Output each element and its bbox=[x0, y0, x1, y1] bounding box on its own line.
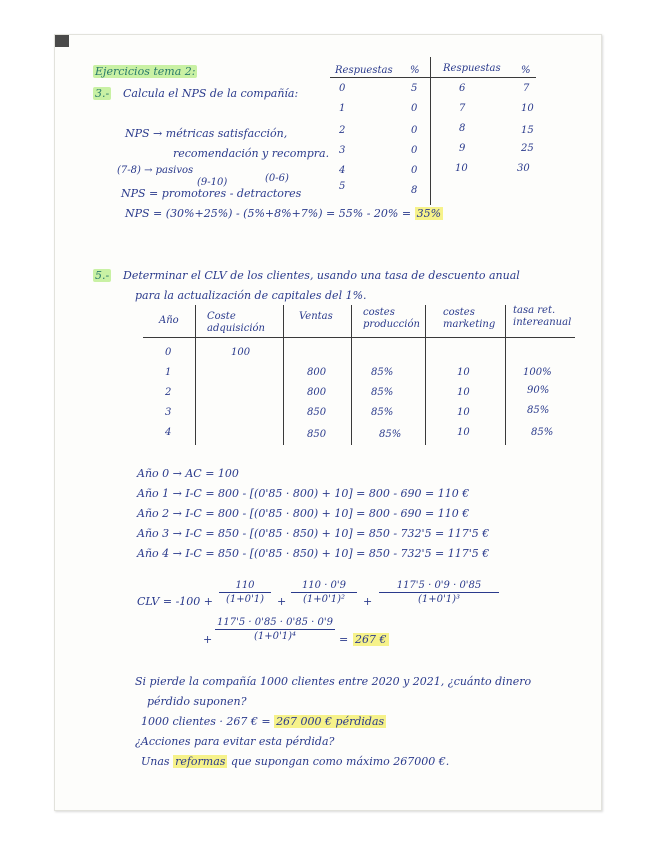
clv-plus: + bbox=[363, 595, 373, 608]
notebook-page bbox=[54, 34, 602, 811]
clv-cell: 85% bbox=[379, 429, 402, 440]
nps-cell: 9 bbox=[459, 143, 466, 154]
nps-note-2: recomendación y recompra. bbox=[173, 147, 330, 160]
nps-cell: 10 bbox=[521, 103, 534, 114]
exercise-number-3: 3.- bbox=[95, 87, 110, 100]
calc-year-1: Año 1 → I-C = 800 - [(0'85 · 800) + 10] = 800 - 690 = 110 € bbox=[137, 487, 470, 500]
clv-table-header: tasa ret. intereanual bbox=[513, 305, 572, 328]
nps-cell: 6 bbox=[459, 83, 466, 94]
nps-cell: 0 bbox=[411, 145, 418, 156]
clv-plus: + bbox=[277, 595, 287, 608]
calc-year-0: Año 0 → AC = 100 bbox=[137, 467, 239, 480]
nps-note-1: NPS → métricas satisfacción, bbox=[125, 127, 288, 140]
nps-note-5: NPS = promotores - detractores bbox=[121, 187, 302, 200]
answer-1-b: 267 000 € pérdidas bbox=[276, 715, 385, 728]
nps-result: 35% bbox=[416, 207, 442, 220]
page-corner-mark bbox=[55, 35, 69, 47]
nps-cell: 5 bbox=[411, 83, 418, 94]
clv-plus: + bbox=[203, 633, 213, 646]
clv-term-4: 117'5 · 0'85 · 0'85 · 0'9 (1+0'1)⁴ bbox=[215, 617, 335, 642]
clv-lhs: CLV = -100 + bbox=[137, 595, 213, 608]
clv-term-2: 110 · 0'9 (1+0'1)² bbox=[291, 580, 357, 605]
answer-2-c: que supongan como máximo 267000 €. bbox=[230, 755, 450, 768]
exercise-5-prompt-1: Determinar el CLV de los clientes, usando una tasa de descuento anual bbox=[123, 269, 520, 282]
clv-cell: 90% bbox=[527, 385, 550, 396]
clv-cell: 850 bbox=[307, 407, 327, 418]
exercise-5-prompt-2: para la actualización de capitales del 1%. bbox=[135, 289, 367, 302]
clv-table-header: Año bbox=[159, 315, 179, 326]
answer-2-a: Unas bbox=[141, 755, 170, 768]
clv-cell: 100 bbox=[231, 347, 251, 358]
clv-equals: = bbox=[339, 633, 349, 646]
question-2: ¿Acciones para evitar esta pérdida? bbox=[135, 735, 335, 748]
question-1-a: Si pierde la compañía 1000 clientes entre 2020 y 2021, ¿cuánto dinero bbox=[135, 675, 532, 688]
nps-cell: 5 bbox=[339, 181, 346, 192]
clv-cell: 85% bbox=[371, 407, 394, 418]
clv-cell: 1 bbox=[165, 367, 172, 378]
question-1-b: pérdido suponen? bbox=[147, 695, 247, 708]
exercise-number-5: 5.- bbox=[95, 269, 110, 282]
nps-cell: 1 bbox=[339, 103, 346, 114]
nps-cell: 4 bbox=[339, 165, 346, 176]
answer-2-b: reformas bbox=[175, 755, 226, 768]
exercise-3-prompt: Calcula el NPS de la compañía: bbox=[123, 87, 299, 100]
nps-cell: 2 bbox=[339, 125, 346, 136]
clv-cell: 850 bbox=[307, 429, 327, 440]
nps-cell: 30 bbox=[517, 163, 530, 174]
nps-cell: 8 bbox=[459, 123, 466, 134]
nps-note-3: (7-8) → pasivos bbox=[117, 165, 194, 176]
nps-cell: 10 bbox=[455, 163, 468, 174]
clv-cell: 10 bbox=[457, 407, 470, 418]
nps-cell: 0 bbox=[411, 125, 418, 136]
clv-table-header: Coste adquisición bbox=[207, 311, 265, 334]
nps-note-4b: (0-6) bbox=[265, 173, 289, 184]
nps-cell: 0 bbox=[411, 165, 418, 176]
clv-term-3: 117'5 · 0'9 · 0'85 (1+0'1)³ bbox=[379, 580, 499, 605]
clv-cell: 2 bbox=[165, 387, 172, 398]
clv-cell: 85% bbox=[531, 427, 554, 438]
clv-cell: 85% bbox=[371, 387, 394, 398]
clv-cell: 0 bbox=[165, 347, 172, 358]
nps-formula: NPS = (30%+25%) - (5%+8%+7%) = 55% - 20% = bbox=[125, 207, 412, 220]
clv-cell: 10 bbox=[457, 367, 470, 378]
calc-year-4: Año 4 → I-C = 850 - [(0'85 · 850) + 10] = 850 - 732'5 = 117'5 € bbox=[137, 547, 490, 560]
clv-cell: 3 bbox=[165, 407, 172, 418]
clv-cell: 85% bbox=[527, 405, 550, 416]
answer-1-a: 1000 clientes · 267 € = bbox=[141, 715, 271, 728]
clv-cell: 4 bbox=[165, 427, 172, 438]
clv-table-header: Ventas bbox=[299, 311, 333, 322]
clv-cell: 10 bbox=[457, 387, 470, 398]
nps-table-header: Respuestas bbox=[443, 63, 501, 74]
clv-cell: 800 bbox=[307, 367, 327, 378]
clv-cell: 85% bbox=[371, 367, 394, 378]
nps-table-header: Respuestas bbox=[335, 65, 393, 76]
nps-cell: 7 bbox=[459, 103, 466, 114]
clv-term-1: 110 (1+0'1) bbox=[219, 580, 271, 605]
nps-table-header: % bbox=[410, 65, 420, 76]
calc-year-2: Año 2 → I-C = 800 - [(0'85 · 800) + 10] = 800 - 690 = 110 € bbox=[137, 507, 470, 520]
clv-cell: 800 bbox=[307, 387, 327, 398]
clv-cell: 10 bbox=[457, 427, 470, 438]
clv-cell: 100% bbox=[523, 367, 552, 378]
nps-cell: 25 bbox=[521, 143, 534, 154]
nps-cell: 8 bbox=[411, 185, 418, 196]
clv-result: 267 € bbox=[355, 633, 387, 646]
nps-cell: 3 bbox=[339, 145, 346, 156]
nps-cell: 0 bbox=[339, 83, 346, 94]
nps-cell: 0 bbox=[411, 103, 418, 114]
nps-table-header: % bbox=[521, 65, 531, 76]
nps-note-4a: (9-10) bbox=[197, 177, 228, 188]
clv-table-header: costes marketing bbox=[443, 307, 496, 330]
exercise-title: Ejercicios tema 2: bbox=[95, 65, 196, 78]
nps-cell: 7 bbox=[523, 83, 530, 94]
clv-table-header: costes producción bbox=[363, 307, 420, 330]
nps-cell: 15 bbox=[521, 125, 534, 136]
calc-year-3: Año 3 → I-C = 850 - [(0'85 · 850) + 10] = 850 - 732'5 = 117'5 € bbox=[137, 527, 490, 540]
